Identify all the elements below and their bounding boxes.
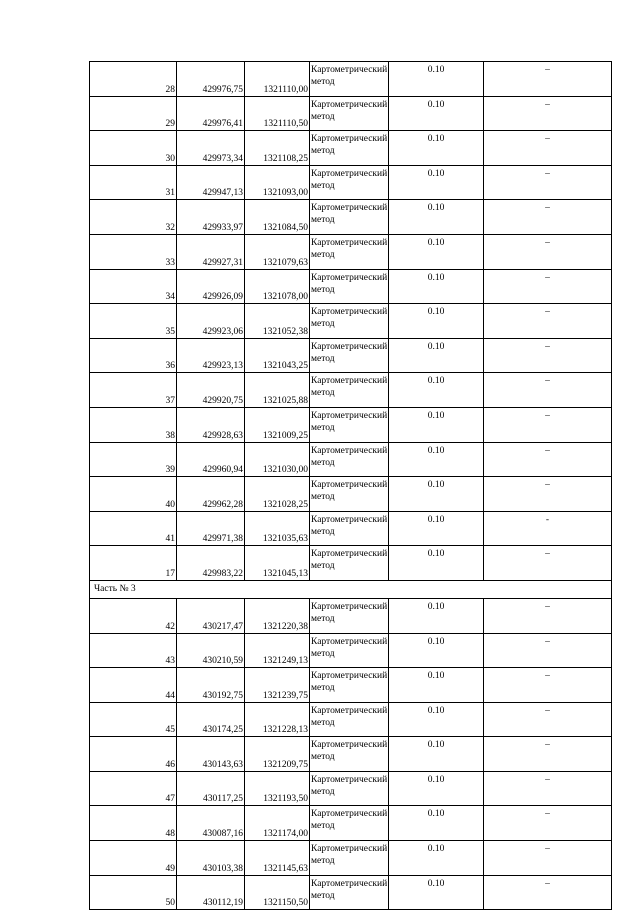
note-cell: – bbox=[484, 841, 612, 876]
point-number-cell: 45 bbox=[90, 702, 177, 737]
y-coordinate-cell: 1321174,00 bbox=[245, 806, 310, 841]
method-cell: Картометрический метод bbox=[310, 806, 389, 841]
point-number-cell: 31 bbox=[90, 165, 177, 200]
note-cell: – bbox=[484, 338, 612, 373]
point-number-cell: 48 bbox=[90, 806, 177, 841]
table-row bbox=[90, 511, 612, 546]
x-coordinate-cell: 429927,31 bbox=[177, 234, 245, 269]
note-cell: – bbox=[484, 477, 612, 512]
note-cell: – bbox=[484, 62, 612, 97]
table-row bbox=[90, 165, 612, 200]
method-cell: Картометрический метод bbox=[310, 633, 389, 668]
x-coordinate-cell: 429983,22 bbox=[177, 546, 245, 581]
x-coordinate-cell: 429973,34 bbox=[177, 131, 245, 166]
method-cell: Картометрический метод bbox=[310, 269, 389, 304]
table-row bbox=[90, 633, 612, 668]
y-coordinate-cell: 1321030,00 bbox=[245, 442, 310, 477]
note-cell: – bbox=[484, 234, 612, 269]
precision-cell: 0.10 bbox=[389, 234, 484, 269]
x-coordinate-cell: 430087,16 bbox=[177, 806, 245, 841]
table-row bbox=[90, 806, 612, 841]
note-cell: – bbox=[484, 668, 612, 703]
table-row bbox=[90, 771, 612, 806]
precision-cell: 0.10 bbox=[389, 806, 484, 841]
precision-cell: 0.10 bbox=[389, 477, 484, 512]
precision-cell: 0.10 bbox=[389, 442, 484, 477]
x-coordinate-cell: 430174,25 bbox=[177, 702, 245, 737]
table-body-part-b bbox=[90, 598, 612, 909]
y-coordinate-cell: 1321228,13 bbox=[245, 702, 310, 737]
y-coordinate-cell: 1321079,63 bbox=[245, 234, 310, 269]
y-coordinate-cell: 1321093,00 bbox=[245, 165, 310, 200]
x-coordinate-cell: 430210,59 bbox=[177, 633, 245, 668]
point-number-cell: 41 bbox=[90, 511, 177, 546]
note-cell: – bbox=[484, 442, 612, 477]
y-coordinate-cell: 1321009,25 bbox=[245, 407, 310, 442]
table-row bbox=[90, 62, 612, 97]
note-cell: – bbox=[484, 304, 612, 339]
x-coordinate-cell: 430217,47 bbox=[177, 598, 245, 633]
table-row bbox=[90, 668, 612, 703]
x-coordinate-cell: 429976,75 bbox=[177, 62, 245, 97]
note-cell: – bbox=[484, 373, 612, 408]
method-cell: Картометрический метод bbox=[310, 737, 389, 772]
x-coordinate-cell: 429923,06 bbox=[177, 304, 245, 339]
method-cell: Картометрический метод bbox=[310, 841, 389, 876]
precision-cell: 0.10 bbox=[389, 200, 484, 235]
note-cell: – bbox=[484, 806, 612, 841]
table-row bbox=[90, 598, 612, 633]
y-coordinate-cell: 1321110,00 bbox=[245, 62, 310, 97]
precision-cell: 0.10 bbox=[389, 511, 484, 546]
y-coordinate-cell: 1321045,13 bbox=[245, 546, 310, 581]
method-cell: Картометрический метод bbox=[310, 62, 389, 97]
y-coordinate-cell: 1321084,50 bbox=[245, 200, 310, 235]
table-row bbox=[90, 269, 612, 304]
method-cell: Картометрический метод bbox=[310, 200, 389, 235]
table-row bbox=[90, 737, 612, 772]
point-number-cell: 43 bbox=[90, 633, 177, 668]
table-row bbox=[90, 131, 612, 166]
table-row bbox=[90, 546, 612, 581]
table-row bbox=[90, 407, 612, 442]
precision-cell: 0.10 bbox=[389, 841, 484, 876]
precision-cell: 0.10 bbox=[389, 338, 484, 373]
x-coordinate-cell: 430143,63 bbox=[177, 737, 245, 772]
x-coordinate-cell: 430192,75 bbox=[177, 668, 245, 703]
table-row bbox=[90, 841, 612, 876]
method-cell: Картометрический метод bbox=[310, 96, 389, 131]
point-number-cell: 29 bbox=[90, 96, 177, 131]
point-number-cell: 42 bbox=[90, 598, 177, 633]
point-number-cell: 47 bbox=[90, 771, 177, 806]
note-cell: – bbox=[484, 546, 612, 581]
method-cell: Картометрический метод bbox=[310, 875, 389, 910]
x-coordinate-cell: 429923,13 bbox=[177, 338, 245, 373]
note-cell: – bbox=[484, 737, 612, 772]
y-coordinate-cell: 1321150,50 bbox=[245, 875, 310, 910]
table-body-part-a bbox=[90, 62, 612, 581]
precision-cell: 0.10 bbox=[389, 407, 484, 442]
x-coordinate-cell: 429976,41 bbox=[177, 96, 245, 131]
y-coordinate-cell: 1321110,50 bbox=[245, 96, 310, 131]
method-cell: Картометрический метод bbox=[310, 511, 389, 546]
point-number-cell: 39 bbox=[90, 442, 177, 477]
point-number-cell: 40 bbox=[90, 477, 177, 512]
point-number-cell: 28 bbox=[90, 62, 177, 97]
table-row bbox=[90, 234, 612, 269]
x-coordinate-cell: 429960,94 bbox=[177, 442, 245, 477]
x-coordinate-cell: 430112,19 bbox=[177, 875, 245, 910]
point-number-cell: 49 bbox=[90, 841, 177, 876]
note-cell: – bbox=[484, 407, 612, 442]
x-coordinate-cell: 430103,38 bbox=[177, 841, 245, 876]
note-cell: – bbox=[484, 702, 612, 737]
x-coordinate-cell: 429928,63 bbox=[177, 407, 245, 442]
method-cell: Картометрический метод bbox=[310, 165, 389, 200]
table-row bbox=[90, 373, 612, 408]
precision-cell: 0.10 bbox=[389, 668, 484, 703]
method-cell: Картометрический метод bbox=[310, 668, 389, 703]
point-number-cell: 46 bbox=[90, 737, 177, 772]
table-row bbox=[90, 442, 612, 477]
y-coordinate-cell: 1321028,25 bbox=[245, 477, 310, 512]
point-number-cell: 35 bbox=[90, 304, 177, 339]
precision-cell: 0.10 bbox=[389, 598, 484, 633]
y-coordinate-cell: 1321052,38 bbox=[245, 304, 310, 339]
note-cell: – bbox=[484, 165, 612, 200]
point-number-cell: 50 bbox=[90, 875, 177, 910]
precision-cell: 0.10 bbox=[389, 373, 484, 408]
coordinates-table bbox=[89, 61, 612, 910]
precision-cell: 0.10 bbox=[389, 131, 484, 166]
note-cell: – bbox=[484, 771, 612, 806]
note-cell: - bbox=[484, 511, 612, 546]
x-coordinate-cell: 429920,75 bbox=[177, 373, 245, 408]
note-cell: – bbox=[484, 131, 612, 166]
y-coordinate-cell: 1321249,13 bbox=[245, 633, 310, 668]
method-cell: Картометрический метод bbox=[310, 373, 389, 408]
point-number-cell: 17 bbox=[90, 546, 177, 581]
method-cell: Картометрический метод bbox=[310, 338, 389, 373]
precision-cell: 0.10 bbox=[389, 62, 484, 97]
method-cell: Картометрический метод bbox=[310, 442, 389, 477]
y-coordinate-cell: 1321108,25 bbox=[245, 131, 310, 166]
point-number-cell: 30 bbox=[90, 131, 177, 166]
note-cell: – bbox=[484, 200, 612, 235]
note-cell: – bbox=[484, 633, 612, 668]
y-coordinate-cell: 1321220,38 bbox=[245, 598, 310, 633]
method-cell: Картометрический метод bbox=[310, 546, 389, 581]
method-cell: Картометрический метод bbox=[310, 131, 389, 166]
y-coordinate-cell: 1321209,75 bbox=[245, 737, 310, 772]
x-coordinate-cell: 429926,09 bbox=[177, 269, 245, 304]
table-row bbox=[90, 477, 612, 512]
note-cell: – bbox=[484, 96, 612, 131]
method-cell: Картометрический метод bbox=[310, 771, 389, 806]
part-label: Часть № 3 bbox=[90, 580, 612, 598]
x-coordinate-cell: 429962,28 bbox=[177, 477, 245, 512]
part-header-row bbox=[90, 580, 612, 598]
method-cell: Картометрический метод bbox=[310, 304, 389, 339]
table-row bbox=[90, 96, 612, 131]
method-cell: Картометрический метод bbox=[310, 234, 389, 269]
point-number-cell: 32 bbox=[90, 200, 177, 235]
precision-cell: 0.10 bbox=[389, 546, 484, 581]
table-row bbox=[90, 200, 612, 235]
x-coordinate-cell: 429947,13 bbox=[177, 165, 245, 200]
table-row bbox=[90, 304, 612, 339]
table-row bbox=[90, 702, 612, 737]
table-body-part-header bbox=[90, 580, 612, 598]
precision-cell: 0.10 bbox=[389, 165, 484, 200]
method-cell: Картометрический метод bbox=[310, 477, 389, 512]
note-cell: – bbox=[484, 875, 612, 910]
note-cell: – bbox=[484, 269, 612, 304]
point-number-cell: 37 bbox=[90, 373, 177, 408]
point-number-cell: 33 bbox=[90, 234, 177, 269]
y-coordinate-cell: 1321078,00 bbox=[245, 269, 310, 304]
y-coordinate-cell: 1321145,63 bbox=[245, 841, 310, 876]
precision-cell: 0.10 bbox=[389, 875, 484, 910]
point-number-cell: 38 bbox=[90, 407, 177, 442]
precision-cell: 0.10 bbox=[389, 771, 484, 806]
precision-cell: 0.10 bbox=[389, 304, 484, 339]
x-coordinate-cell: 429933,97 bbox=[177, 200, 245, 235]
y-coordinate-cell: 1321239,75 bbox=[245, 668, 310, 703]
precision-cell: 0.10 bbox=[389, 737, 484, 772]
precision-cell: 0.10 bbox=[389, 702, 484, 737]
y-coordinate-cell: 1321043,25 bbox=[245, 338, 310, 373]
y-coordinate-cell: 1321025,88 bbox=[245, 373, 310, 408]
y-coordinate-cell: 1321193,50 bbox=[245, 771, 310, 806]
point-number-cell: 36 bbox=[90, 338, 177, 373]
y-coordinate-cell: 1321035,63 bbox=[245, 511, 310, 546]
method-cell: Картометрический метод bbox=[310, 598, 389, 633]
method-cell: Картометрический метод bbox=[310, 702, 389, 737]
x-coordinate-cell: 429971,38 bbox=[177, 511, 245, 546]
note-cell: – bbox=[484, 598, 612, 633]
table-row bbox=[90, 338, 612, 373]
method-cell: Картометрический метод bbox=[310, 407, 389, 442]
precision-cell: 0.10 bbox=[389, 96, 484, 131]
point-number-cell: 44 bbox=[90, 668, 177, 703]
point-number-cell: 34 bbox=[90, 269, 177, 304]
precision-cell: 0.10 bbox=[389, 269, 484, 304]
precision-cell: 0.10 bbox=[389, 633, 484, 668]
x-coordinate-cell: 430117,25 bbox=[177, 771, 245, 806]
